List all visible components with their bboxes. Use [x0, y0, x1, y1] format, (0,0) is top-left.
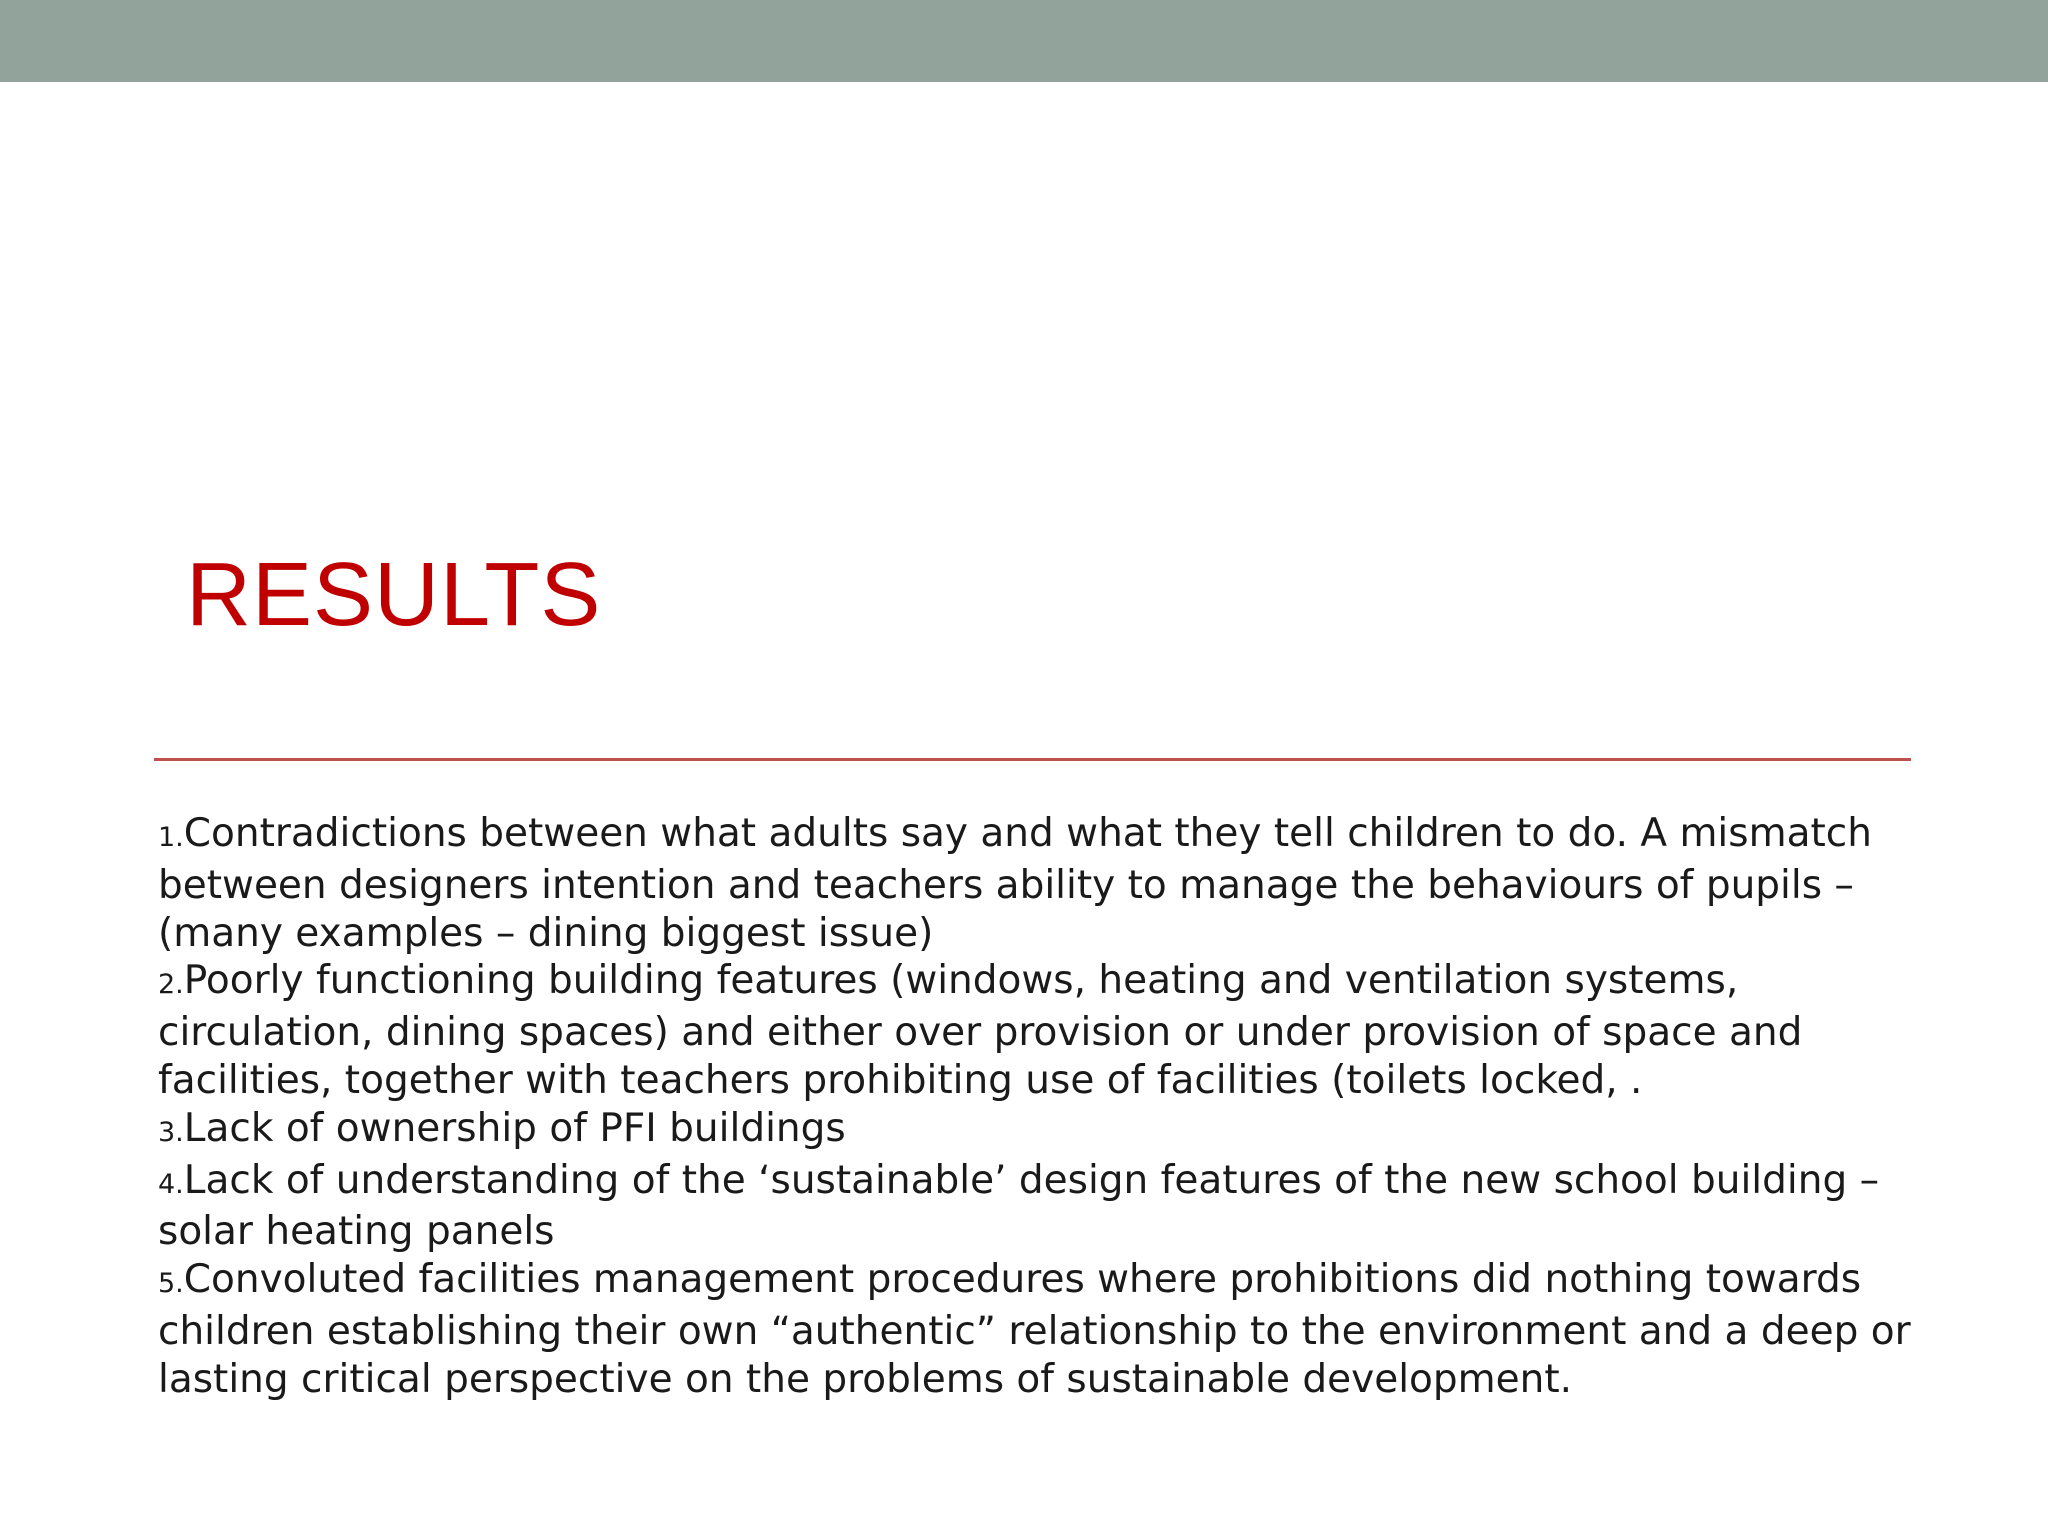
- list-item-text: Lack of understanding of the ‘sustainable’ design features of the new school building – solar heating panels: [158, 1157, 1880, 1255]
- results-list: [158, 810, 1958, 1404]
- list-item-number: 4.: [158, 1168, 184, 1200]
- list-item-text: Convoluted facilities management procedures where prohibitions did nothing towards children establishing their own “authentic” relationship to the environment and a deep or lasting critical perspective on the problems of sustainable development.: [158, 1257, 1911, 1402]
- list-item-number: 1.: [158, 822, 184, 853]
- title-divider: [154, 758, 1911, 761]
- list-item: [158, 810, 1958, 957]
- list-item-number: 5.: [158, 1268, 184, 1300]
- list-item-text: Contradictions between what adults say and what they tell children to do. A mismatch between designers intention and teachers ability to manage the behaviours of pupils – (many examples – dining biggest issue): [158, 811, 1872, 956]
- slide-title: RESULTS: [186, 545, 602, 645]
- list-item-number: 2.: [158, 969, 184, 1001]
- top-color-band: [0, 0, 2048, 82]
- list-item: [158, 1157, 1958, 1257]
- list-item: [158, 1256, 1958, 1403]
- list-item: [158, 957, 1958, 1104]
- list-item-text: Lack of ownership of PFI buildings: [183, 1105, 846, 1151]
- list-item: [158, 1105, 1958, 1157]
- list-item-number: 3.: [158, 1116, 184, 1148]
- list-item-text: Poorly functioning building features (windows, heating and ventilation systems, circulation, dining spaces) and either over provision or under provision of space and facilities, together with teachers prohibiting use of facilities (toilets locked, .: [158, 958, 1803, 1103]
